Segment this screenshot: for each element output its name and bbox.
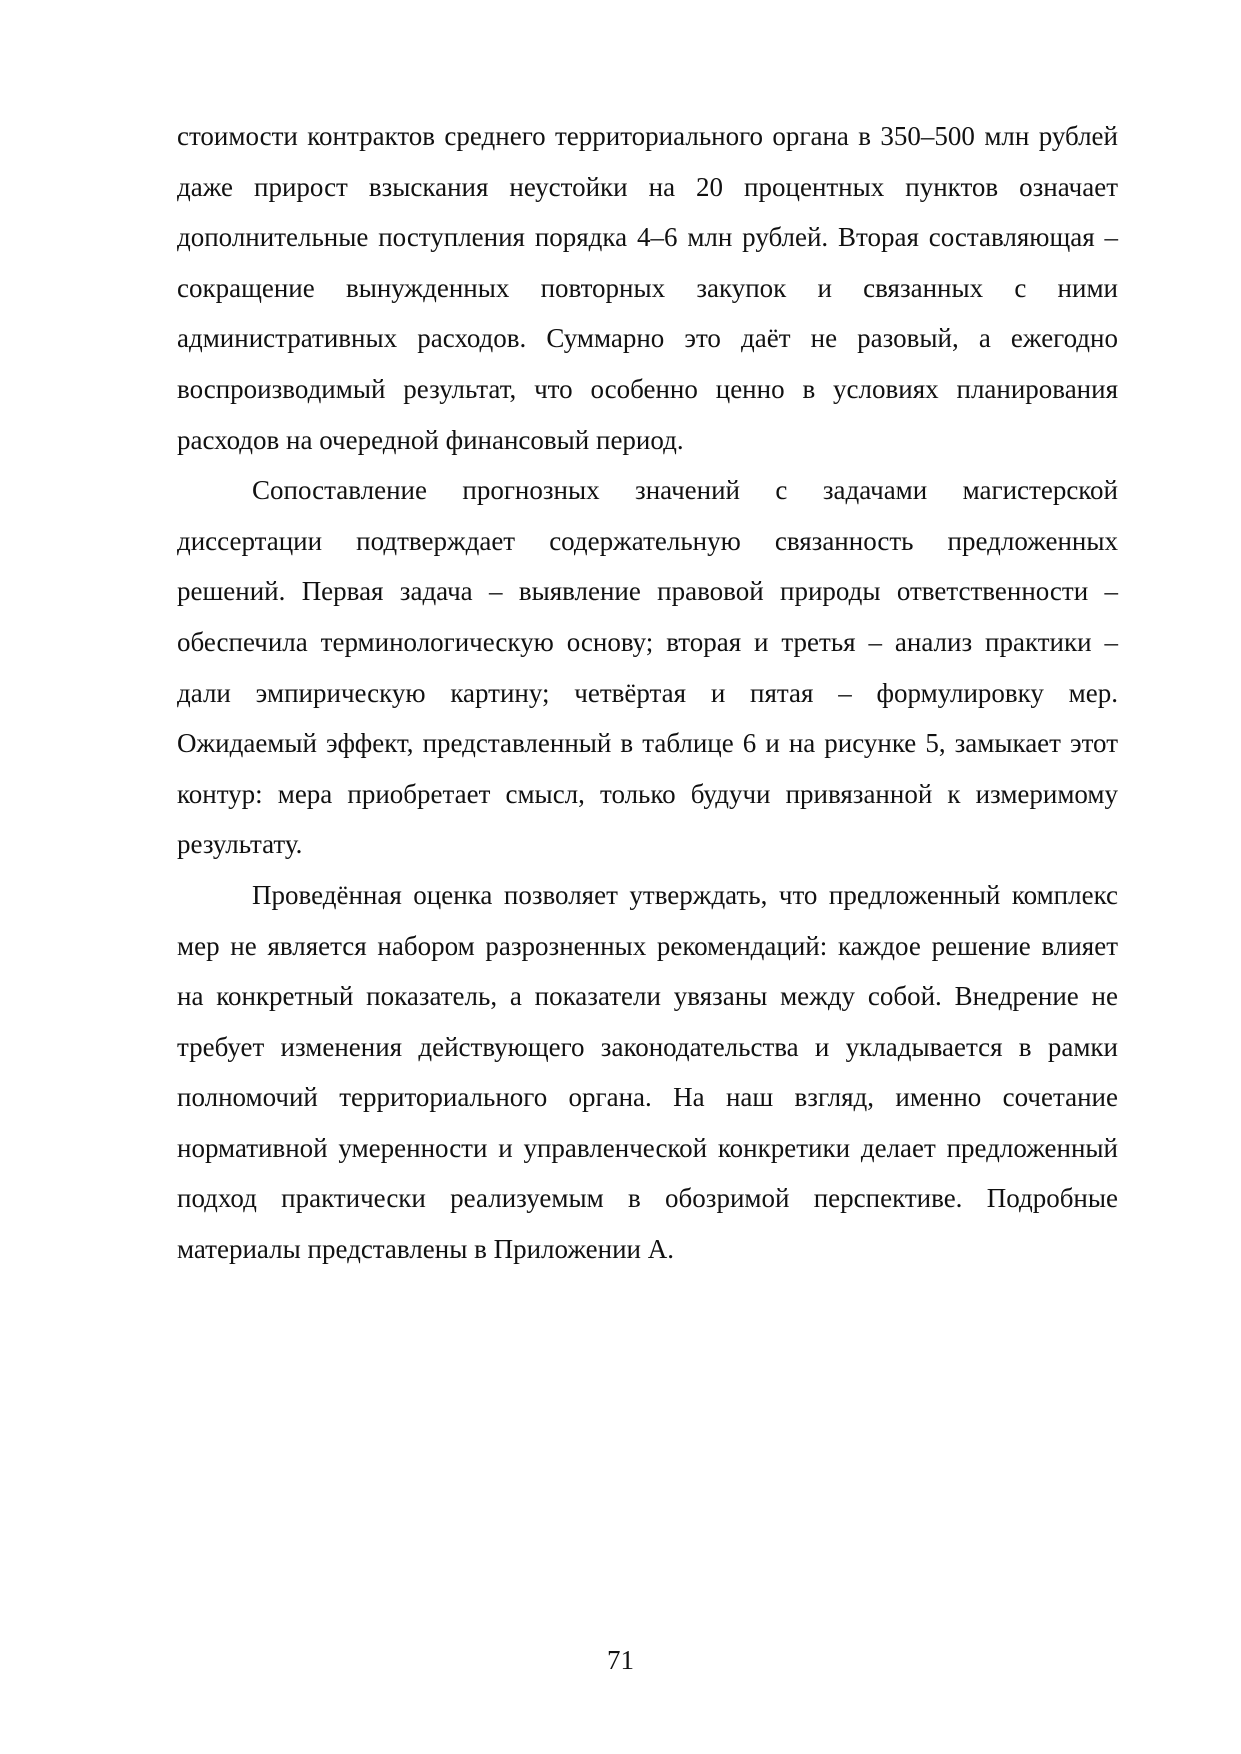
paragraph-3: Проведённая оценка позволяет утверждать, что предложенный комплекс мер не является набором разрозненных рекомендаций: каждое решение влияет на конкретный показатель, а показатели увязаны между собой. Внедрение не требует изменения действующего законодательства и укладывается в рамки полномочий территориального органа. На наш взгляд, именно сочетание нормативной умеренности и управленческой конкретики делает предложенный подход практически реализуемым в обозримой перспективе. Подробные материалы представлены в Приложении А. <box>177 879 1118 1265</box>
paragraph-1: стоимости контрактов среднего территориального органа в 350–500 млн рублей даже прирост взыскания неустойки на 20 процентных пунктов означает дополнительные поступления порядка 4–6 млн рублей. Вторая составляющая – сокращение вынужденных повторных закупок и связанных с ними административных расходов. Суммарно это даёт не разовый, а ежегодно воспроизводимый результат, что особенно ценно в условиях планирования расходов на очередной финансовый период. <box>177 121 1118 455</box>
paragraph-2: Сопоставление прогнозных значений с задачами магистерской диссертации подтверждает содержательную связанность предложенных решений. Первая задача – выявление правовой природы ответственности – обеспечила терминологическую основу; вторая и третья – анализ практики – дали эмпирическую картину; четвёртая и пятая – формулировку мер. Ожидаемый эффект, представленный в таблице 6 и на рисунке 5, замыкает этот контур: мера приобретает смысл, только будучи привязанной к измеримому результату. <box>177 475 1118 860</box>
body-text <box>177 111 1118 1275</box>
page-number: 71 <box>607 1645 634 1675</box>
